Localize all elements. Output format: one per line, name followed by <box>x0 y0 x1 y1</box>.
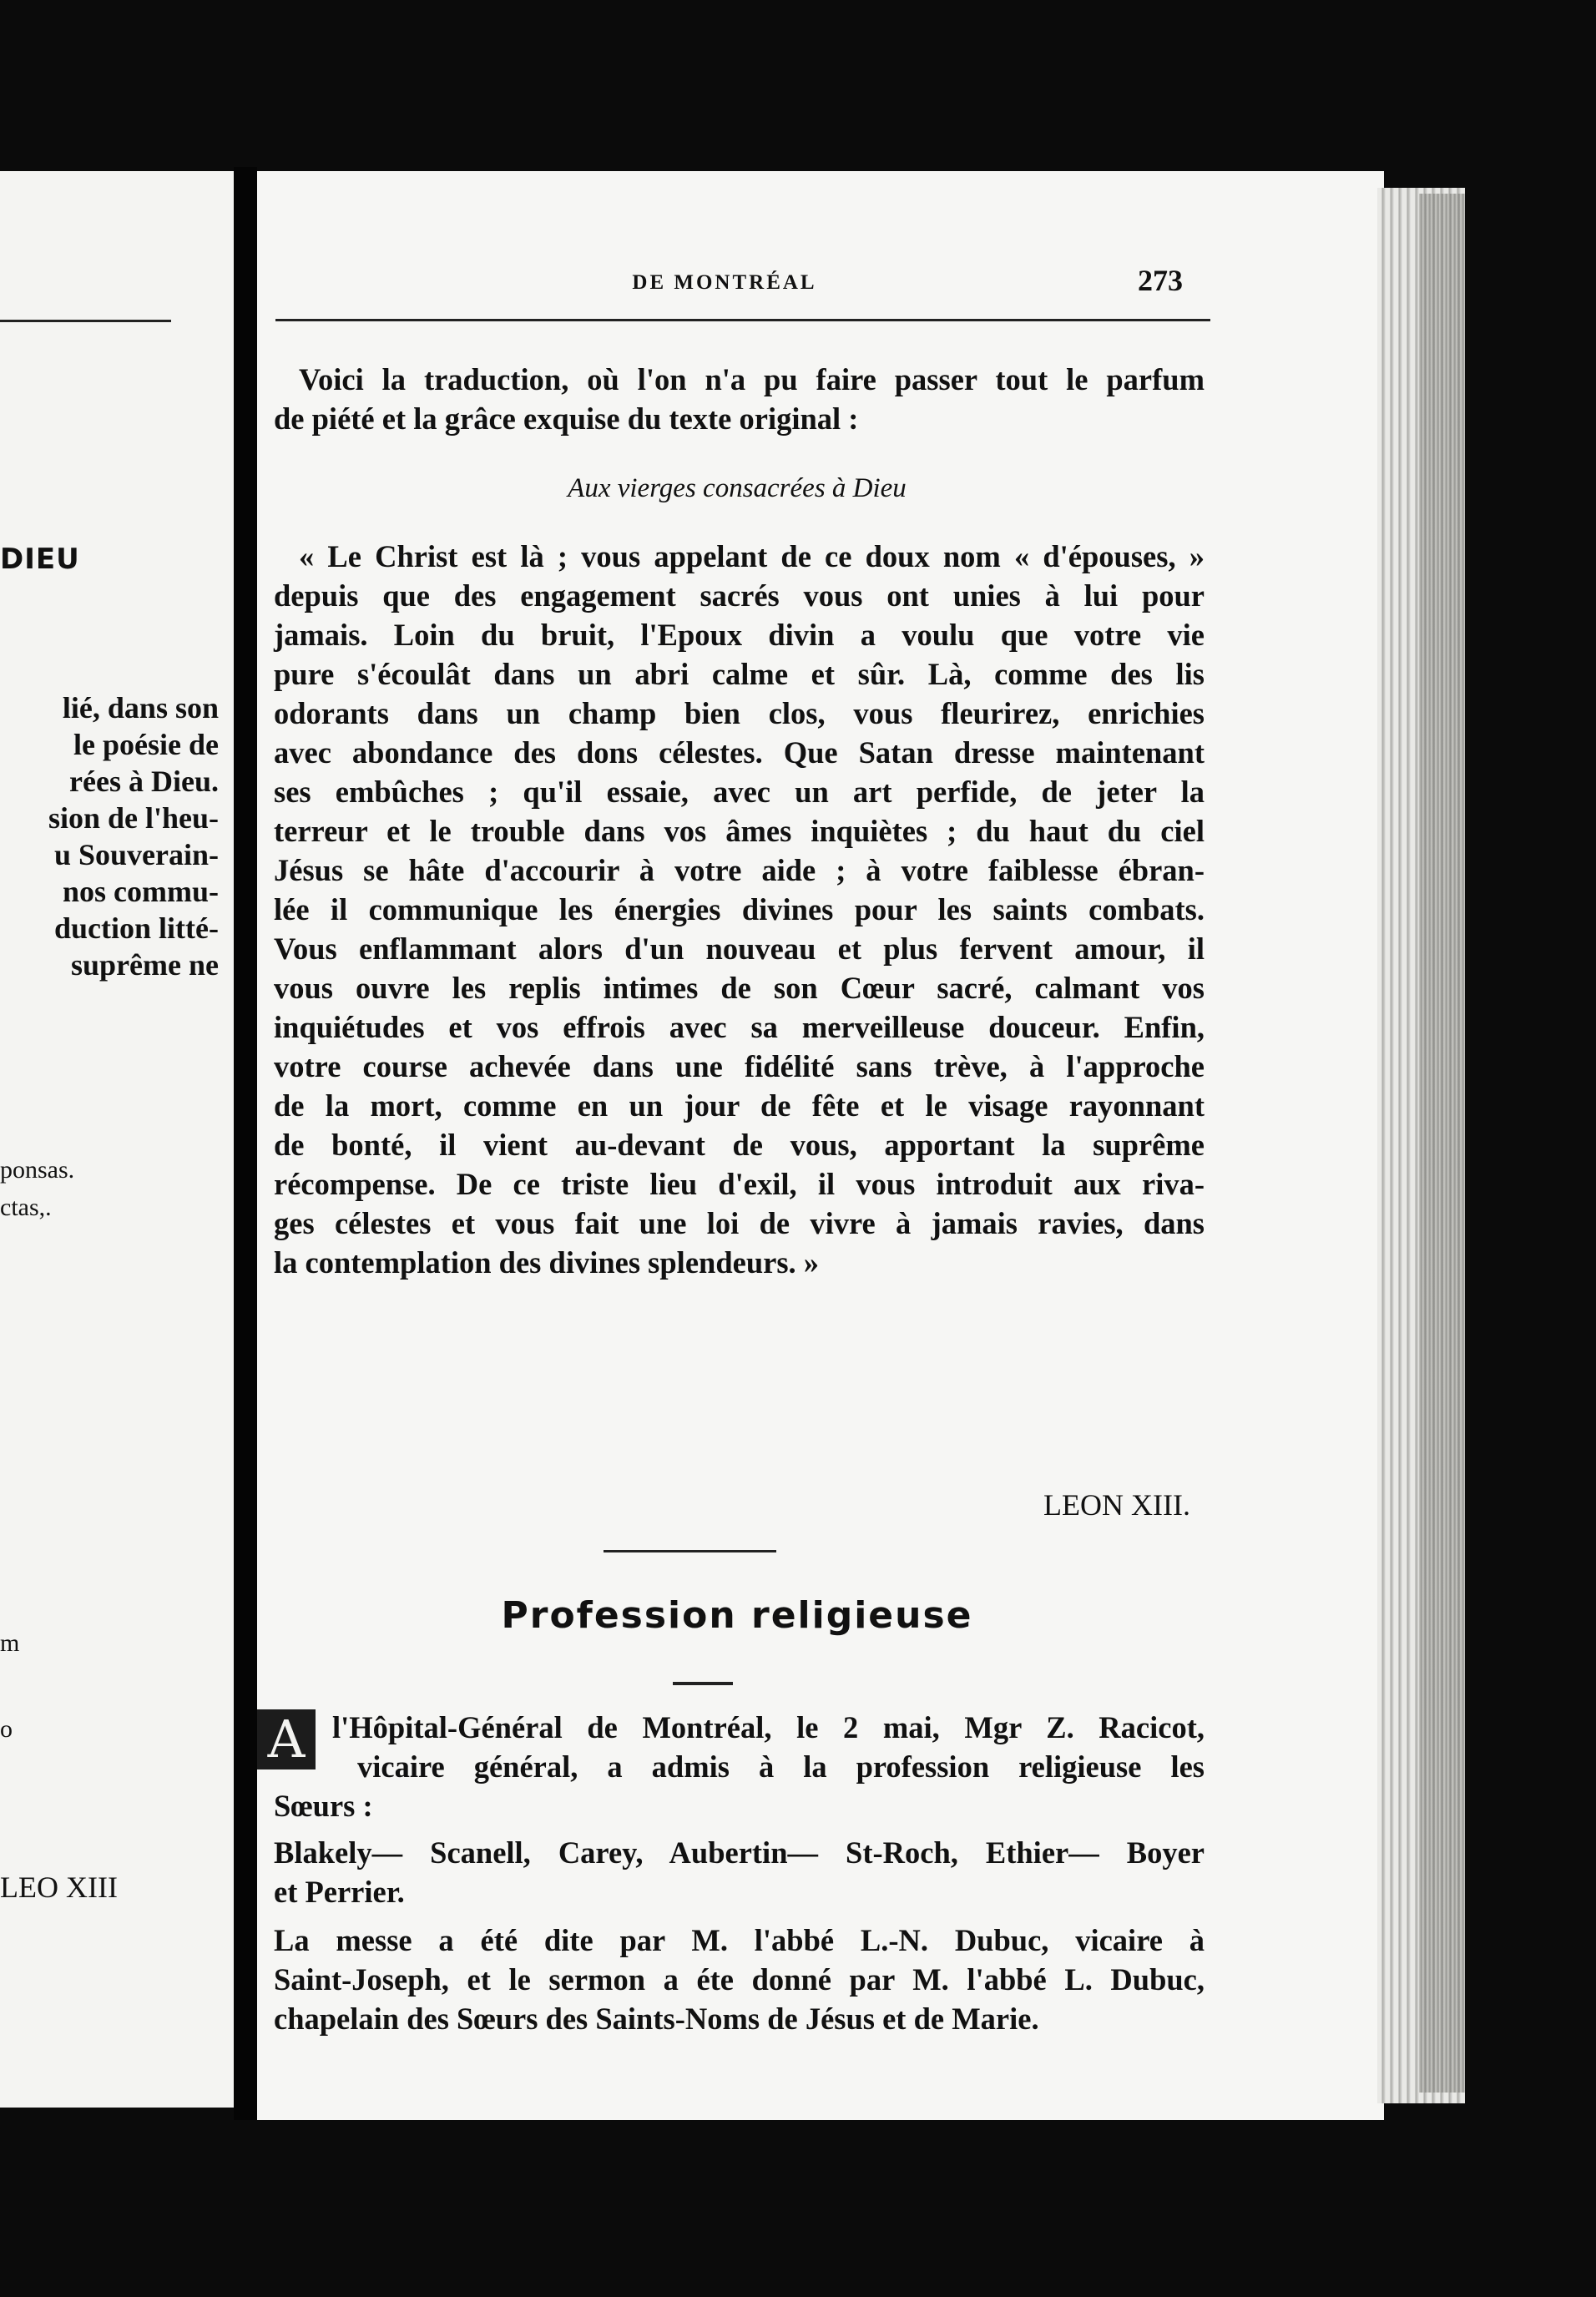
section-title: Profession religieuse <box>501 1594 973 1637</box>
profession-line: et Perrier. <box>274 1875 405 1909</box>
page-number: 273 <box>1138 264 1183 297</box>
right-page <box>257 171 1384 2120</box>
left-text-fragment: lié, dans son <box>62 691 219 724</box>
left-text-fragment: nos commu- <box>63 875 219 908</box>
left-text-fragment: sion de l'heu- <box>48 801 219 835</box>
book-page-edges-shadow <box>1419 194 1465 2093</box>
book-gutter <box>234 167 257 2120</box>
poem-line: récompense. De ce triste lieu d'exil, il vous introduit aux riva- <box>274 1167 1205 1201</box>
left-poem-fragment: ponsas. <box>0 1156 75 1184</box>
intro-line: de piété et la grâce exquise du texte original : <box>274 401 859 436</box>
poem-line: ges célestes et vous fait une loi de vivre à jamais ravies, dans <box>274 1206 1205 1240</box>
poem-line: ses embûches ; qu'il essaie, avec un art perfide, de jeter la <box>274 775 1205 809</box>
poem-line: la contemplation des divines splendeurs. » <box>274 1245 820 1280</box>
poem-line: depuis que des engagement sacrés vous ont unies à lui pour <box>274 578 1205 613</box>
left-text-fragment: rées à Dieu. <box>69 765 219 798</box>
left-text-fragment: duction litté- <box>54 911 219 945</box>
poem-line: avec abondance des dons célestes. Que Satan dresse maintenant <box>274 735 1205 770</box>
title-underline-rule <box>673 1682 733 1685</box>
poem-line: pure s'écoulât dans un abri calme et sûr. Là, comme des lis <box>274 657 1205 691</box>
profession-line: Saint-Joseph, et le sermon a éte donné par M. l'abbé L. Dubuc, <box>274 1962 1205 1997</box>
left-page-header-rule <box>0 320 171 322</box>
poem-line: de la mort, comme en un jour de fête et le visage rayonnant <box>274 1088 1205 1123</box>
header-rule <box>275 319 1210 321</box>
left-heading-fragment: DIEU <box>0 543 80 576</box>
profession-line: La messe a été dite par M. l'abbé L.-N. Dubuc, vicaire à <box>274 1923 1205 1957</box>
poem-line: votre course achevée dans une fidélité sans trève, à l'approche <box>274 1049 1205 1083</box>
profession-line: Sœurs : <box>274 1789 373 1823</box>
intro-line: Voici la traduction, où l'on n'a pu faire passer tout le parfum <box>299 362 1205 396</box>
left-small-fragment: o <box>0 1715 13 1743</box>
left-text-fragment: suprême ne <box>71 948 219 982</box>
profession-line: Blakely— Scanell, Carey, Aubertin— St-Roch, Ethier— Boyer <box>274 1835 1205 1870</box>
poem-line: vous ouvre les replis intimes de son Cœur sacré, calmant vos <box>274 971 1205 1005</box>
poem-line: inquiétudes et vos effrois avec sa merveilleuse douceur. Enfin, <box>274 1010 1205 1044</box>
left-signature-fragment: LEO XIII <box>0 1870 118 1904</box>
left-small-fragment: m <box>0 1629 20 1657</box>
poem-line: odorants dans un champ bien clos, vous fleurirez, enrichies <box>274 696 1205 730</box>
poem-line: lée il communique les énergies divines pour les saints combats. <box>274 892 1205 926</box>
left-poem-fragment: ctas,. <box>0 1194 52 1221</box>
left-facing-page <box>0 171 234 2108</box>
signature: LEON XIII. <box>1043 1488 1190 1522</box>
poem-line: Jésus se hâte d'accourir à votre aide ; à votre faiblesse ébran- <box>274 853 1205 887</box>
drop-cap: A <box>257 1709 316 1769</box>
poem-title: Aux vierges consacrées à Dieu <box>568 473 907 503</box>
poem-line: Vous enflammant alors d'un nouveau et plus fervent amour, il <box>274 931 1205 966</box>
left-text-fragment: u Souverain- <box>53 838 219 871</box>
profession-line: chapelain des Sœurs des Saints-Noms de Jésus et de Marie. <box>274 2002 1039 2036</box>
poem-line: « Le Christ est là ; vous appelant de ce doux nom « d'épouses, » <box>299 539 1205 573</box>
poem-line: de bonté, il vient au-devant de vous, apportant la suprême <box>274 1128 1205 1162</box>
profession-line: vicaire général, a admis à la profession religieuse les <box>357 1749 1205 1784</box>
section-separator-rule <box>604 1550 776 1552</box>
poem-line: terreur et le trouble dans vos âmes inquiètes ; du haut du ciel <box>274 814 1205 848</box>
running-head: DE MONTRÉAL <box>632 271 817 294</box>
profession-line: l'Hôpital-Général de Montréal, le 2 mai, Mgr Z. Racicot, <box>332 1710 1205 1744</box>
poem-line: jamais. Loin du bruit, l'Epoux divin a voulu que votre vie <box>274 618 1205 652</box>
left-text-fragment: le poésie de <box>73 728 219 761</box>
